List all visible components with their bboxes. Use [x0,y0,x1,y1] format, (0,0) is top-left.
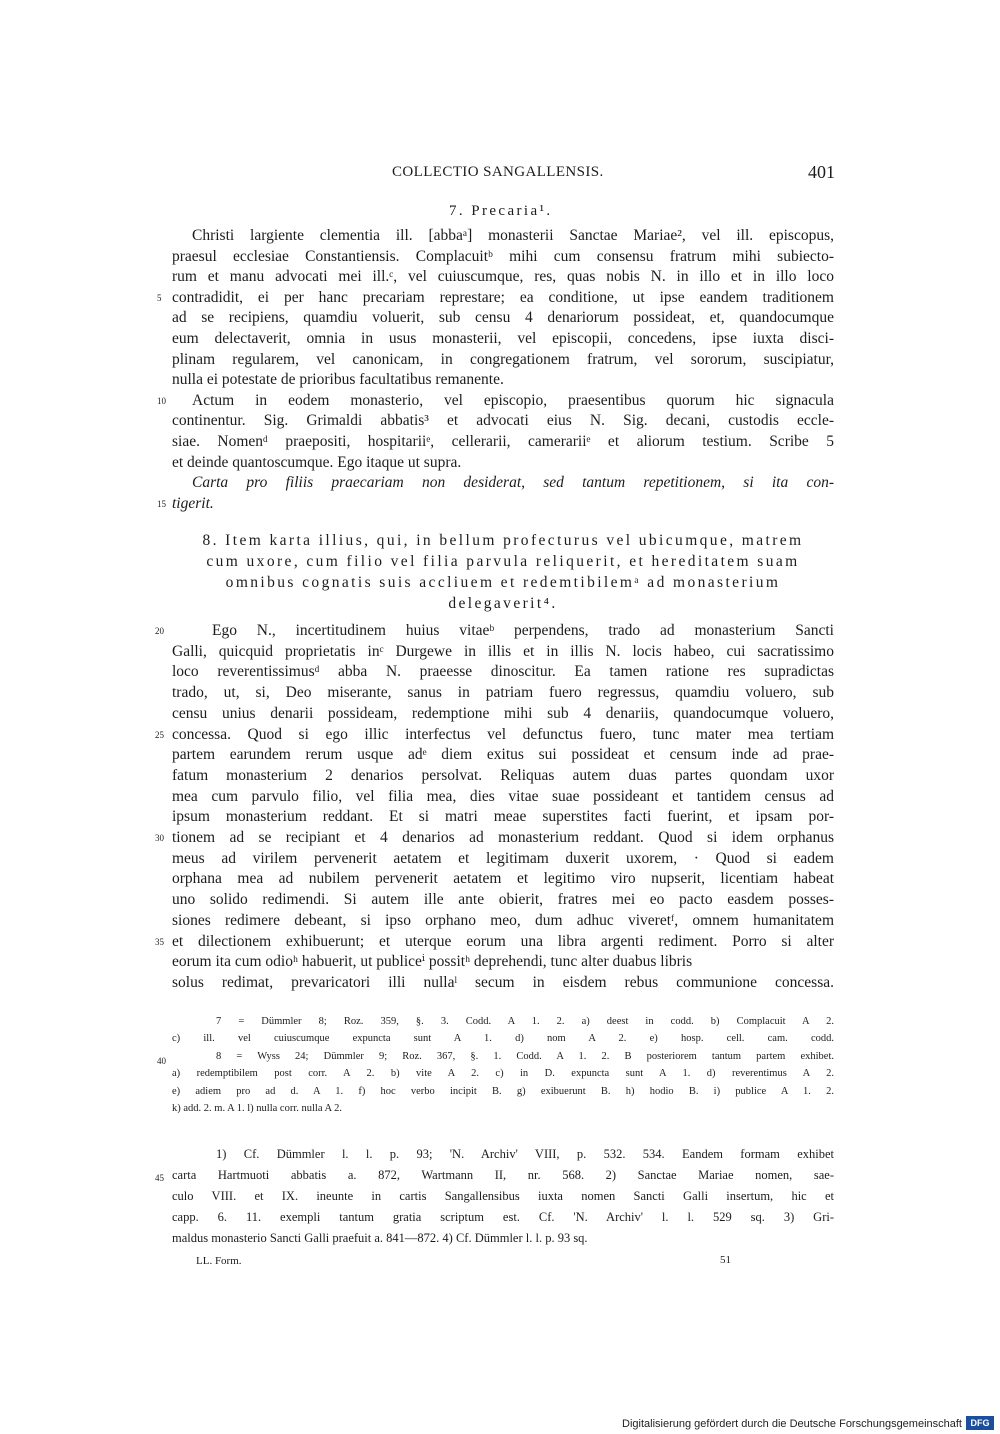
line-number: 30 [155,833,164,843]
line-number: 10 [157,395,166,406]
text-line [172,642,834,662]
line-text: 8 = Wyss 24; Dümmler 9; Roz. 367, §. 1. Codd. A 1. 2. B posteriorem tantum partem exhibet. [216,1050,834,1062]
text-line [172,288,834,308]
text-line [192,226,834,246]
line-text: carta Hartmuoti abbatis a. 872, Wartmann II, nr. 568. 2) Sanctae Mariae nomen, sae- [172,1168,834,1182]
line-text: eum delectaverit, omnia in usus monasterii, vel episcopii, concedens, ipse iuxta disci- [172,330,834,347]
section-8-title-line: 8. Item karta illius, qui, in bellum profecturus vel ubicumque, matrem [202,532,804,549]
line-text: culo VIII. et IX. ineunte in cartis Sangallensibus iuxta nomen Sancti Galli insertum, hic et [172,1189,834,1203]
text-line [172,329,834,349]
text-line [172,869,834,889]
line-text: Galli, quicquid proprietatis inᶜ Durgewe in illis et in illis N. locis habeo, cui sacratissimo [172,642,834,660]
text-line [172,911,834,931]
text-line [172,973,834,993]
text-line [172,932,834,952]
apparatus-line [172,1086,834,1097]
text-line [172,494,834,514]
text-line [172,308,834,328]
running-title: COLLECTIO SANGALLENSIS. [392,164,604,180]
text-line [212,621,834,641]
text-line [192,391,834,411]
line-text: 7 = Dümmler 8; Roz. 359, §. 3. Codd. A 1. 2. a) deest in codd. b) Complacuit A 2. [216,1016,834,1027]
line-number: 15 [157,498,166,509]
footnote-line [216,1147,834,1162]
line-text: Carta pro filiis praecariam non desiderat, sed tantum repetitionem, si ita con- [192,474,834,492]
line-text: siones redimere debeant, si ipso orphano meo, dum adhuc viveretᶠ, omnem humanitatem [172,911,834,929]
line-number: 5 [157,292,162,303]
footer-sheet-number: 51 [720,1254,731,1266]
line-text: tionem ad se recipiant et 4 denarios ad monasterium reddant. Quod si idem orphanus [172,829,834,846]
line-text: fatum monasterium 2 denarios persolvat. Reliquas autem duas partes quondam uxor [172,766,834,784]
line-text: Actum in eodem monasterio, vel episcopio, praesentibus quorum hic signacula [192,391,834,409]
line-text: Ego N., incertitudinem huius vitaeᵇ perpendens, trado ad monasterium Sancti [212,622,834,639]
line-text: partem earundem rerum usque adᵉ diem exitus sui possideat et censum inde ad prae- [172,746,834,764]
section-8-title-line: cum uxore, cum filio vel filia parvula reliquerit, et hereditatem suam [206,553,800,570]
line-text: et deinde quantoscumque. Ego itaque ut supra. [172,453,462,471]
text-line [172,787,834,807]
section-7-title: 7. Precaria¹. [449,203,553,219]
text-line [172,725,834,745]
text-line [172,745,834,765]
footnote-line [172,1231,834,1246]
text-line [172,828,834,848]
text-line [172,267,834,287]
text-line [172,247,834,267]
line-text: continentur. Sig. Grimaldi abbatis³ et advocati eius N. Sig. decani, custodis eccle- [172,412,834,430]
line-text: et dilectionem exhibuerunt; et uterque eorum una libra argenti rediment. Porro si alter [172,932,834,950]
line-text: c) ill. vel cuiuscumque expuncta sunt A 1. d) nom A 2. e) hosp. cell. cam. codd. [172,1033,834,1045]
line-text: eorum ita cum odioʰ habuerit, ut publiceⁱ possitʰ deprehendi, tunc alter duabus libris [172,953,693,971]
line-text: plinam regularem, vel canonicam, in congregationem fratrum, vel sororum, suscipiatur, [172,350,834,368]
line-text: 1) Cf. Dümmler l. l. p. 93; 'N. Archiv' VIII, p. 532. 534. Eandem formam exhibet [216,1147,834,1161]
section-8-title-line: omnibus cognatis suis accliuem et redemtibilemᵃ ad monasterium [225,574,781,591]
line-number: 40 [157,1055,166,1066]
text-line [172,849,834,869]
line-text: ipsum monasterium reddant. Et si matri meae superstites facti fuerint, et ipsam por- [172,808,834,826]
text-line [172,370,834,390]
text-line [172,704,834,724]
line-text: orphana mea ad nubilem pervenerit aetatem et legitimo viro nupserit, licentiam habeat [172,870,834,888]
text-line [192,473,834,493]
text-line [172,890,834,910]
apparatus-line [172,1103,834,1114]
text-line [172,411,834,431]
apparatus-line [216,1016,834,1027]
line-text: censu unius denarii possideam, redemptione mihi sub 4 denariis, quandocumque voluero, [172,704,834,722]
line-text: maldus monasterio Sancti Galli praefuit a. 841—872. 4) Cf. Dümmler l. l. p. 93 sq. [172,1231,588,1245]
line-text: solus redimat, prevaricatori illi nullaˡ secum in eisdem rebus communione concessa. [172,973,834,991]
page-number: 401 [808,162,835,182]
line-text: a) redemptibilem post corr. A 2. b) vite A 2. c) in D. expuncta sunt A 1. d) reverentimus A 2. [172,1068,834,1080]
line-number: 25 [155,729,164,740]
text-line [172,662,834,682]
apparatus-line [172,1068,834,1079]
apparatus-line [172,1033,834,1044]
text-line [172,807,834,827]
apparatus-line [216,1051,834,1062]
digitization-credit: Digitalisierung gefördert durch die Deutsche Forschungsgemeinschaft [622,1418,962,1430]
text-line [172,453,834,473]
line-text: mea cum parvulo filio, vel filia mea, dies vitae suae possideant et tantidem census ad [172,787,834,805]
dfg-logo-icon: DFG [966,1416,994,1430]
line-text: nulla ei potestate de prioribus facultatibus remanente. [172,371,504,389]
line-text: k) add. 2. m. A 1. l) nulla corr. nulla A 2. [172,1103,343,1114]
line-text: capp. 6. 11. exempli tantum gratia scriptum est. Cf. 'N. Archiv' l. l. 529 sq. 3) Gri- [172,1210,834,1224]
line-text: rum et manu advocati mei ill.ᶜ, vel cuiuscumque, res, quas nobis N. in illo et in illo loco [172,268,834,286]
footnote-line [172,1210,834,1225]
line-text: uno solido redimendi. Si autem ille ante obierit, fratres mei eo pacto easdem posses- [172,891,834,909]
line-text: e) adiem pro ad d. A 1. f) hoc verbo incipit B. g) exibuerunt B. h) hodio B. i) publice A 1. 2. [172,1085,834,1097]
line-text: contradidit, ei per hanc precariam represtare; ea conditione, ut ipse eandem traditionem [172,288,834,306]
text-line [172,952,834,972]
text-line [172,350,834,370]
line-text: meus ad virilem pervenerit aetatem et legitimam duxerit uxorem, · Quod si eadem [172,849,834,867]
footnote-line [172,1189,834,1204]
footer-signature: LL. Form. [196,1255,242,1267]
line-text: tigerit. [172,494,214,512]
section-8-title-line: delegaverit⁴. [448,595,558,612]
text-line [172,766,834,786]
line-text: trado, ut, si, Deo miserante, sanus in patriam fuero regressus, quamdiu voluero, sub [172,684,834,702]
footnote-line [172,1168,834,1183]
text-line [172,432,834,452]
line-text: praesul ecclesiae Constantiensis. Complacuitᵇ mihi cum consensu fratrum mihi subiecto- [172,247,834,265]
text-line [172,683,834,703]
line-text: ad se recipiens, quamdiu voluerit, sub censu 4 denariorum possideat, et, quandocumque [172,309,834,327]
line-number: 45 [155,1173,164,1183]
line-text: concessa. Quod si ego illic interfectus vel defunctus fuero, tunc mater mea tertiam [172,725,834,743]
line-text: Christi largiente clementia ill. [abbaᵃ] monasterii Sanctae Mariae², vel ill. episcopus, [192,227,834,244]
line-number: 35 [155,936,164,947]
line-number: 20 [155,626,164,636]
line-text: siae. Nomenᵈ praepositi, hospitariiᵉ, cellerarii, camerariiᵉ et aliorum testium. Scribe 5 [172,433,834,450]
line-text: loco reverentissimusᵈ abba N. praeesse dinoscitur. Ea tamen ratione res supradictas [172,663,834,681]
